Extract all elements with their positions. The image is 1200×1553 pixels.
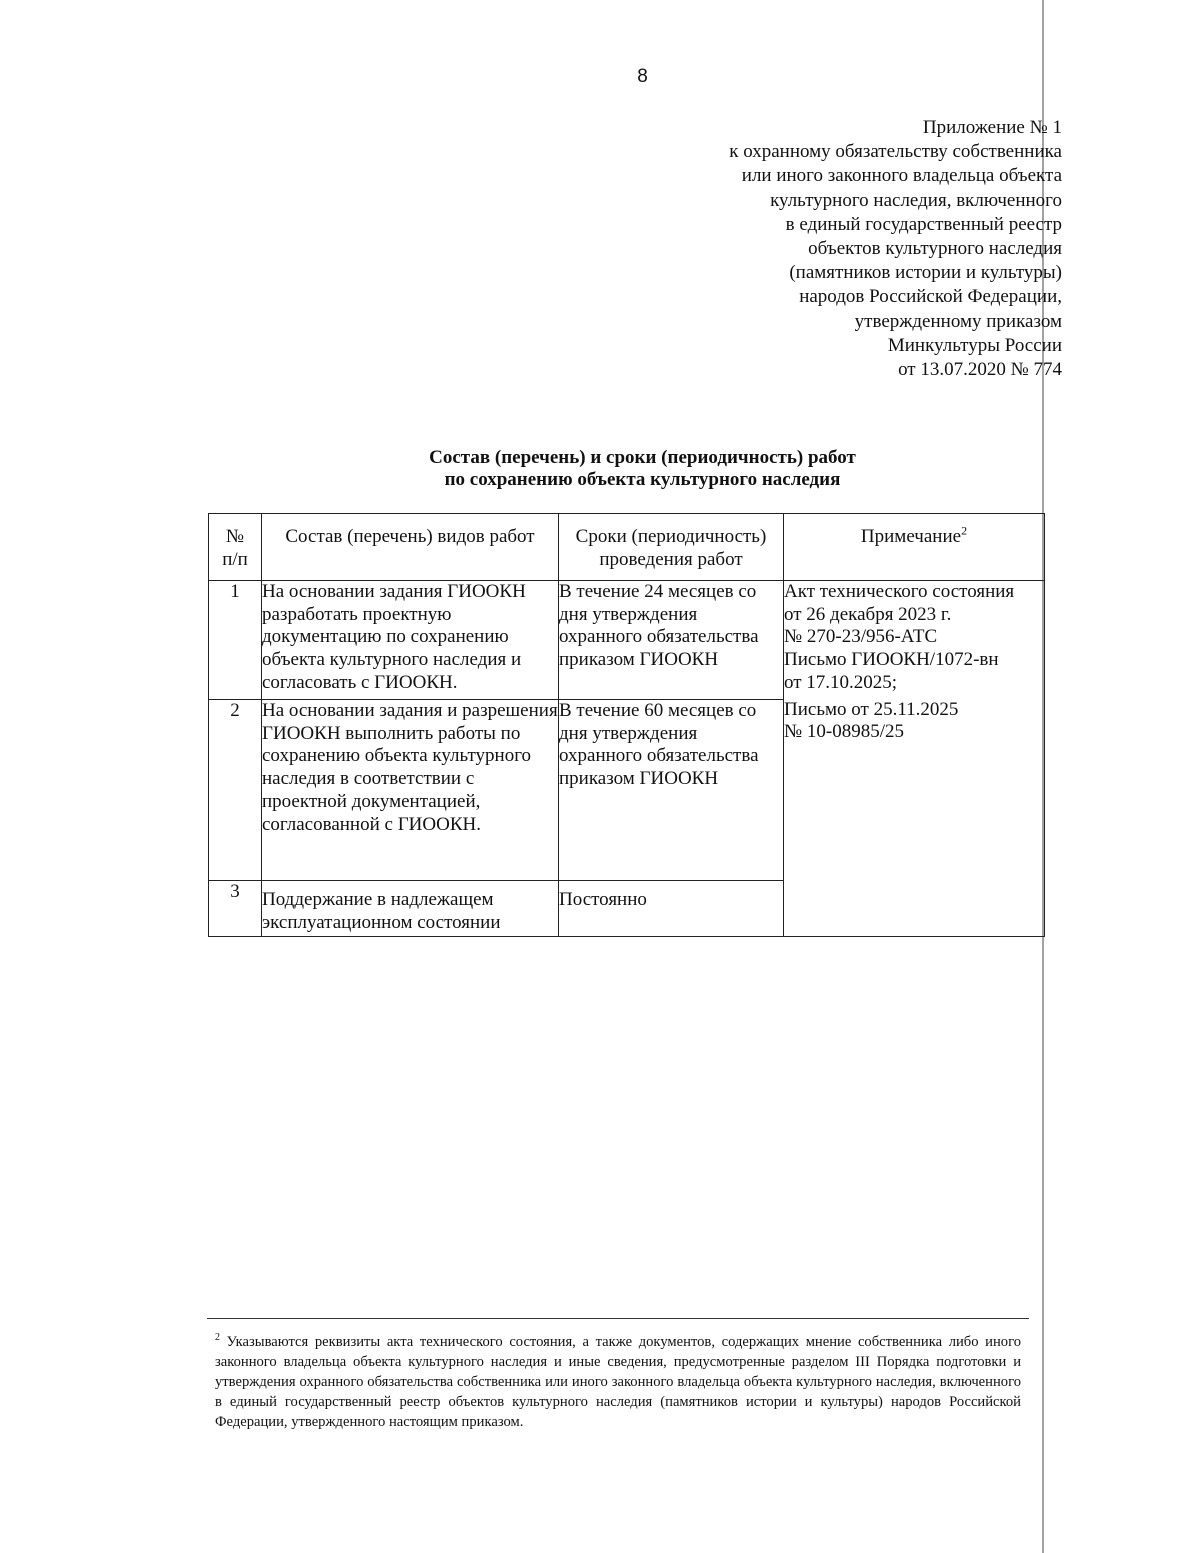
footnote-mark: 2: [215, 1332, 220, 1344]
row-works: На основании задания ГИООКН разработать проектную документацию по сохранению объекта культурного наследия и согласовать с ГИООКН.: [262, 581, 559, 700]
row-terms: В течение 24 месяцев со дня утверждения охранного обязательства приказом ГИООКН: [559, 581, 784, 700]
note-line: № 10-08985/25: [784, 721, 904, 743]
header-works-label: Состав (перечень) видов работ: [285, 526, 535, 547]
note-line: от 26 декабря 2023 г.: [784, 603, 952, 625]
works-table: [208, 513, 1045, 937]
row-number: 3: [209, 881, 262, 937]
note-line: от 17.10.2025;: [784, 671, 898, 693]
page-number: 8: [637, 66, 648, 87]
note-line: Акт технического состояния: [784, 581, 1015, 602]
header-num-line2: п/п: [222, 548, 248, 570]
appendix-line: Приложение № 1: [922, 117, 1062, 138]
row-works: На основании задания и разрешения ГИООКН выполнить работы по сохранению объекта культурного наследия в соответствии с проектной документацией, согласованной с ГИООКН.: [262, 700, 559, 881]
footnote-text: Указываются реквизиты акта технического состояния, а также документов, содержащих мнение собственника либо иного законного владельца объекта культурного наследия и иные сведения, предусмотренные разделом III Порядка подготовки и утверждения охранного обязательства собственника или иного законного владельца объекта культурного наследия, включенного в единый государственный реестр объектов культурного наследия (памятников истории и культуры) народов Российской Федерации, утвержденного настоящим приказом.: [215, 1334, 1021, 1430]
note-letter: [784, 699, 1044, 744]
appendix-line: объектов культурного наследия: [808, 238, 1062, 260]
footnote-reference: 2: [961, 523, 968, 538]
header-terms-line2: проведения работ: [599, 548, 743, 570]
table-header-row: [209, 514, 1045, 581]
note-act: [784, 581, 1044, 695]
title-line-2: по сохранению объекта культурного наследия: [444, 469, 841, 490]
appendix-line: народов Российской Федерации,: [799, 286, 1062, 308]
note-line: Письмо от 25.11.2025: [784, 698, 959, 720]
appendix-line: от 13.07.2020 № 774: [898, 359, 1062, 381]
appendix-line: к охранному обязательству собственника: [729, 141, 1062, 163]
footnote-separator: [207, 1318, 1029, 1319]
header-note-label: Примечание: [860, 526, 962, 547]
header-works: [262, 514, 559, 581]
row-terms: В течение 60 месяцев со дня утверждения охранного обязательства приказом ГИООКН: [559, 700, 784, 881]
appendix-line: в единый государственный реестр: [785, 213, 1062, 235]
header-terms-line1: Сроки (периодичность): [575, 526, 767, 547]
header-num: [209, 514, 262, 581]
document-title: [0, 447, 1200, 491]
appendix-line: Минкультуры России: [887, 334, 1062, 356]
note-line: № 270-23/956-АТС: [784, 626, 938, 648]
appendix-line: (памятников истории и культуры): [789, 262, 1062, 284]
note-line: Письмо ГИООКН/1072-вн: [784, 649, 999, 671]
header-num-line1: №: [225, 526, 245, 547]
note-cell: [784, 581, 1045, 937]
row-number: 2: [209, 700, 262, 881]
header-note: [784, 514, 1045, 581]
appendix-header: [729, 116, 1062, 382]
header-terms: [559, 514, 784, 581]
row-terms: Постоянно: [559, 881, 784, 937]
appendix-line: культурного наследия, включенного: [770, 189, 1062, 211]
table-row: [209, 581, 1045, 700]
row-works: Поддержание в надлежащем эксплуатационном состоянии: [262, 881, 559, 937]
title-line-1: Состав (перечень) и сроки (периодичность) работ: [429, 447, 856, 468]
row-number: 1: [209, 581, 262, 700]
appendix-line: или иного законного владельца объекта: [741, 165, 1062, 187]
footnote: [215, 1332, 1021, 1432]
appendix-line: утвержденному приказом: [854, 310, 1062, 332]
